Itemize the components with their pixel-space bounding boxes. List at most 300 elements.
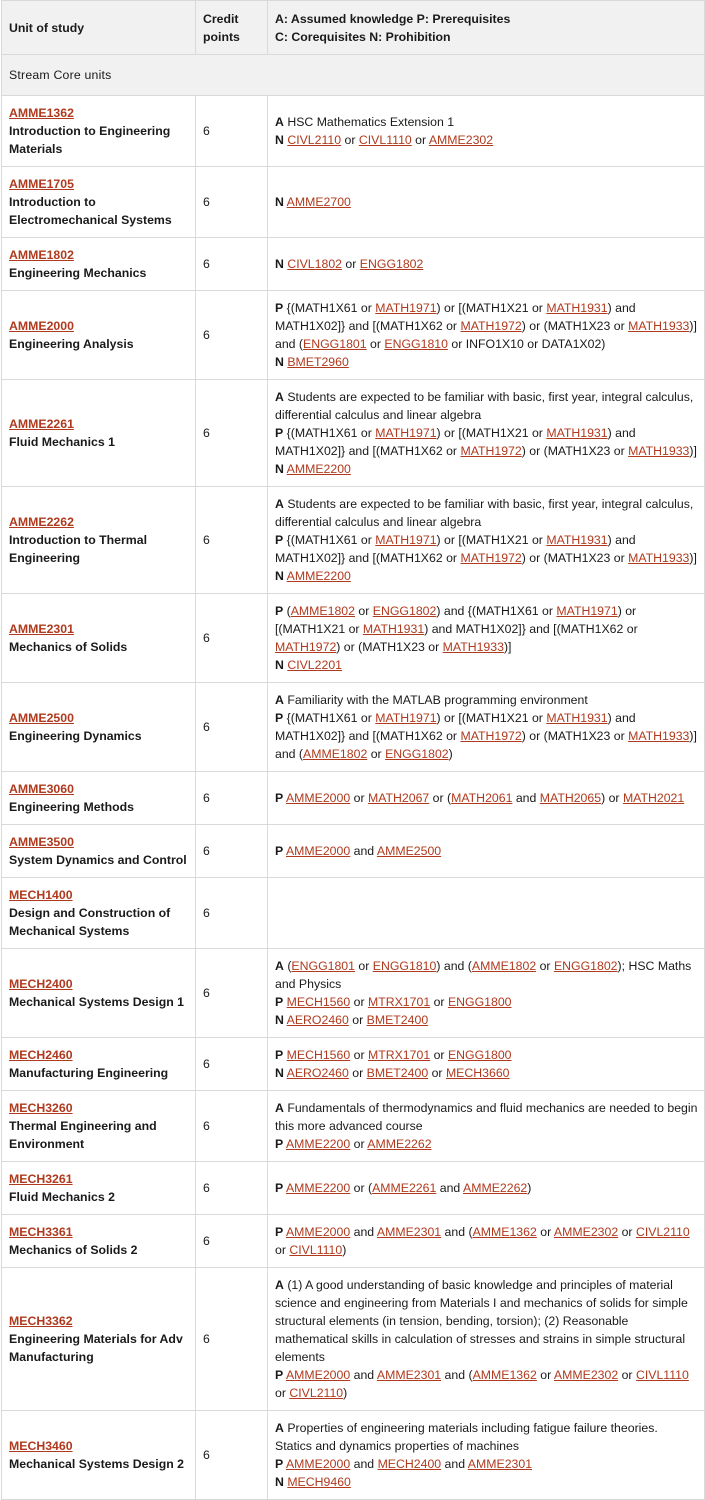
- requirement-line: [275, 353, 698, 371]
- unit-link[interactable]: AMME1802: [290, 604, 355, 618]
- unit-name: Mechanical Systems Design 2: [9, 1457, 184, 1471]
- unit-link[interactable]: AMME2200: [285, 1181, 351, 1195]
- requirement-key: A: [275, 115, 284, 129]
- requirement-key: P: [275, 995, 284, 1009]
- unit-name: Fluid Mechanics 2: [9, 1190, 115, 1204]
- unit-link[interactable]: AMME1362: [472, 1225, 537, 1239]
- requirement-text: or: [348, 1066, 367, 1080]
- unit-link[interactable]: AMME1362: [472, 1368, 537, 1382]
- requirement-line: [275, 1046, 698, 1064]
- requirement-text: and: [350, 1225, 377, 1239]
- unit-name: Thermal Engineering and Environment: [9, 1119, 157, 1151]
- unit-name: Introduction to Engineering Materials: [9, 124, 171, 156]
- unit-link[interactable]: CIVL1110: [358, 133, 412, 147]
- requirement-line: [275, 255, 698, 273]
- requirements-cell: [268, 1091, 705, 1162]
- unit-link[interactable]: MATH2021: [622, 791, 685, 805]
- requirement-text: Students are expected to be familiar with basic, first year, integral calculus, differential calculus and linear algebra: [275, 390, 694, 422]
- table-row: [2, 1215, 705, 1268]
- unit-cell: [2, 238, 196, 291]
- unit-cell: [2, 1268, 196, 1411]
- requirement-text: or: [350, 1048, 368, 1062]
- unit-link[interactable]: AMME2262: [367, 1137, 432, 1151]
- unit-link[interactable]: AMME2700: [286, 195, 351, 209]
- unit-link[interactable]: AMME1802: [471, 959, 537, 973]
- requirement-key: P: [275, 604, 284, 618]
- unit-link[interactable]: MATH1933: [628, 729, 690, 743]
- requirement-text: {(MATH1X61 or: [286, 426, 376, 440]
- header-credit: Credit points: [196, 1, 268, 55]
- unit-code-link[interactable]: AMME3060: [9, 782, 74, 796]
- requirement-line: [275, 424, 698, 460]
- requirement-text: and: [350, 1368, 377, 1382]
- requirements-cell: [268, 487, 705, 594]
- requirement-text: ) or [(MATH1X21 or: [436, 711, 547, 725]
- unit-link[interactable]: ENGG1802: [385, 747, 449, 761]
- requirement-text: and: [441, 1457, 468, 1471]
- unit-link[interactable]: AERO2460: [286, 1013, 349, 1027]
- unit-code-link[interactable]: MECH2400: [9, 977, 73, 991]
- unit-link[interactable]: CIVL2110: [289, 1386, 344, 1400]
- unit-link[interactable]: MATH1971: [556, 604, 618, 618]
- unit-link[interactable]: AMME2262: [463, 1181, 528, 1195]
- credit-points: 6: [196, 1411, 268, 1500]
- unit-name: Mechanical Systems Design 1: [9, 995, 184, 1009]
- unit-name: Design and Construction of Mechanical Systems: [9, 906, 171, 938]
- unit-link[interactable]: MATH1931: [546, 711, 608, 725]
- requirement-line: [275, 1366, 698, 1402]
- unit-link[interactable]: MATH1972: [460, 729, 522, 743]
- header-unit: Unit of study: [2, 1, 196, 55]
- unit-link[interactable]: MATH1931: [546, 426, 608, 440]
- requirement-text: or: [411, 133, 429, 147]
- credit-points: 6: [196, 380, 268, 487]
- requirement-key: P: [275, 791, 284, 805]
- unit-code-link[interactable]: MECH3460: [9, 1439, 73, 1453]
- requirements-cell: [268, 772, 705, 825]
- unit-code-link[interactable]: AMME1362: [9, 106, 74, 120]
- unit-link[interactable]: AMME2200: [286, 462, 351, 476]
- requirement-text: (1) A good understanding of basic knowledge and principles of material science and engineering from Materials I and mechanics of solids for simple structural elements (in tension, bending, torsion); (2) Reasonable mathematical skills in calculation of stresses and strains in simple structural elements: [275, 1278, 688, 1364]
- requirement-line: [275, 656, 698, 674]
- requirement-text: or: [348, 1013, 367, 1027]
- requirements-cell: [268, 825, 705, 878]
- credit-points: 6: [196, 949, 268, 1038]
- unit-link[interactable]: ENGG1802: [359, 257, 424, 271]
- unit-link[interactable]: ENGG1802: [553, 959, 618, 973]
- requirement-key: P: [275, 301, 284, 315]
- requirement-text: or: [618, 1368, 636, 1382]
- requirement-line: [275, 602, 698, 656]
- unit-link[interactable]: MATH1971: [375, 301, 437, 315]
- unit-code-link[interactable]: MECH3261: [9, 1172, 73, 1186]
- credit-points: 6: [196, 167, 268, 238]
- unit-link[interactable]: MATH2065: [539, 791, 602, 805]
- credit-points: 6: [196, 96, 268, 167]
- unit-link[interactable]: AMME1802: [303, 747, 368, 761]
- unit-code-link[interactable]: MECH3361: [9, 1225, 73, 1239]
- requirement-line: [275, 1419, 698, 1455]
- unit-code-link[interactable]: AMME1802: [9, 248, 74, 262]
- unit-link[interactable]: AERO2460: [286, 1066, 349, 1080]
- unit-link[interactable]: MTRX1701: [367, 995, 431, 1009]
- credit-points: 6: [196, 1215, 268, 1268]
- unit-link[interactable]: AMME2000: [285, 791, 351, 805]
- credit-points: 6: [196, 683, 268, 772]
- requirement-text: ) and MATH1X02]} and [(MATH1X62 or: [275, 533, 636, 565]
- requirement-line: [275, 789, 698, 807]
- requirement-text: or: [536, 1368, 554, 1382]
- table-header-row: [2, 1, 705, 55]
- unit-cell: [2, 1215, 196, 1268]
- unit-link[interactable]: MATH1933: [628, 551, 690, 565]
- unit-link[interactable]: ENGG1801: [291, 959, 355, 973]
- requirement-text: )] and (: [275, 319, 697, 351]
- requirement-key: A: [275, 1101, 284, 1115]
- requirement-line: [275, 1473, 698, 1491]
- requirement-line: [275, 131, 698, 149]
- requirement-text: or: [350, 995, 368, 1009]
- unit-code-link[interactable]: MECH1400: [9, 888, 73, 902]
- requirement-key: N: [275, 1013, 284, 1027]
- unit-link[interactable]: MATH1971: [375, 426, 437, 440]
- requirement-text: and (: [441, 1368, 473, 1382]
- unit-code-link[interactable]: MECH3362: [9, 1314, 73, 1328]
- unit-cell: [2, 949, 196, 1038]
- requirements-cell: [268, 1215, 705, 1268]
- unit-link[interactable]: CIVL2110: [287, 133, 342, 147]
- unit-link[interactable]: AMME2000: [285, 1368, 351, 1382]
- unit-link[interactable]: MECH3660: [445, 1066, 510, 1080]
- requirement-line: [275, 709, 698, 763]
- requirement-line: [275, 1011, 698, 1029]
- requirement-key: N: [275, 1475, 284, 1489]
- requirements-cell: [268, 96, 705, 167]
- unit-link[interactable]: MATH1933: [442, 640, 504, 654]
- requirement-text: ) or [(MATH1X21 or: [436, 301, 547, 315]
- requirement-text: Familiarity with the MATLAB programming environment: [287, 693, 588, 707]
- requirements-cell: [268, 594, 705, 683]
- requirement-text: ) and MATH1X02]} and [(MATH1X62 or: [275, 426, 636, 458]
- unit-code-link[interactable]: AMME2261: [9, 417, 74, 431]
- requirement-text: ): [342, 1243, 347, 1257]
- section-row: [2, 55, 705, 96]
- requirement-text: or: [428, 1066, 446, 1080]
- header-legend: [268, 1, 705, 55]
- requirement-key: P: [275, 1368, 284, 1382]
- table-row: [2, 683, 705, 772]
- requirement-line: [275, 531, 698, 567]
- unit-link[interactable]: AMME2302: [553, 1368, 619, 1382]
- requirement-text: {(MATH1X61 or: [286, 533, 376, 547]
- requirement-key: N: [275, 658, 284, 672]
- table-row: [2, 878, 705, 949]
- unit-link[interactable]: MECH1560: [286, 995, 351, 1009]
- requirement-line: [275, 1455, 698, 1473]
- unit-cell: [2, 1091, 196, 1162]
- unit-link[interactable]: AMME2200: [285, 1137, 351, 1151]
- requirement-key: N: [275, 569, 284, 583]
- requirement-text: ) or [(MATH1X21 or: [436, 533, 547, 547]
- requirement-text: )]: [689, 444, 697, 458]
- requirement-text: or: [366, 337, 385, 351]
- unit-code-link[interactable]: AMME2500: [9, 711, 74, 725]
- requirement-key: P: [275, 533, 284, 547]
- unit-link[interactable]: AMME2301: [376, 1225, 442, 1239]
- requirement-text: or: [367, 747, 386, 761]
- requirement-text: or: [342, 257, 360, 271]
- requirement-line: [275, 299, 698, 353]
- unit-cell: [2, 594, 196, 683]
- unit-link[interactable]: ENGG1801: [303, 337, 367, 351]
- requirements-cell: [268, 1268, 705, 1411]
- unit-code-link[interactable]: AMME2262: [9, 515, 74, 529]
- unit-name: Introduction to Thermal Engineering: [9, 533, 147, 565]
- requirement-text: or: [355, 959, 373, 973]
- unit-name: Manufacturing Engineering: [9, 1066, 169, 1080]
- requirement-line: [275, 1223, 698, 1259]
- requirement-text: Fundamentals of thermodynamics and fluid mechanics are needed to begin this more advanced course: [275, 1101, 698, 1133]
- unit-link[interactable]: MATH1971: [375, 711, 437, 725]
- unit-link[interactable]: MTRX1701: [367, 1048, 431, 1062]
- unit-link[interactable]: AMME2261: [372, 1181, 437, 1195]
- credit-points: 6: [196, 878, 268, 949]
- table-row: [2, 380, 705, 487]
- requirement-key: N: [275, 257, 284, 271]
- requirement-text: (: [287, 959, 292, 973]
- unit-link[interactable]: MATH1972: [275, 640, 337, 654]
- unit-cell: [2, 772, 196, 825]
- unit-code-link[interactable]: MECH3260: [9, 1101, 73, 1115]
- unit-link[interactable]: MATH1972: [460, 319, 522, 333]
- requirement-key: P: [275, 1137, 284, 1151]
- requirements-cell: [268, 291, 705, 380]
- requirements-cell: [268, 949, 705, 1038]
- requirement-text: {(MATH1X61 or: [286, 301, 376, 315]
- requirement-line: [275, 1179, 698, 1197]
- unit-link[interactable]: MECH2400: [377, 1457, 442, 1471]
- requirement-text: or: [354, 604, 373, 618]
- requirement-key: N: [275, 1066, 284, 1080]
- requirement-text: ) and {(MATH1X61 or: [436, 604, 557, 618]
- table-row: [2, 291, 705, 380]
- table-row: [2, 825, 705, 878]
- requirement-line: [275, 842, 698, 860]
- requirement-text: or: [618, 1225, 636, 1239]
- unit-link[interactable]: ENGG1802: [372, 604, 437, 618]
- unit-link[interactable]: CIVL1110: [635, 1368, 689, 1382]
- unit-code-link[interactable]: MECH2460: [9, 1048, 73, 1062]
- requirements-cell: [268, 1411, 705, 1500]
- requirement-text: ) or (MATH1X23 or: [521, 551, 629, 565]
- requirement-text: ); HSC Maths and Physics: [275, 959, 692, 991]
- table-row: [2, 1411, 705, 1500]
- requirement-text: (: [286, 604, 291, 618]
- unit-cell: [2, 1162, 196, 1215]
- requirement-key: P: [275, 1457, 284, 1471]
- table-row: [2, 594, 705, 683]
- requirement-key: A: [275, 959, 284, 973]
- unit-cell: [2, 487, 196, 594]
- credit-points: 6: [196, 1268, 268, 1411]
- unit-link[interactable]: BMET2400: [366, 1013, 429, 1027]
- unit-link[interactable]: CIVL2110: [635, 1225, 690, 1239]
- requirement-line: [275, 1135, 698, 1153]
- unit-cell: [2, 1411, 196, 1500]
- unit-name: System Dynamics and Control: [9, 853, 187, 867]
- requirement-text: Students are expected to be familiar with basic, first year, integral calculus, differential calculus and linear algebra: [275, 497, 694, 529]
- credit-points: 6: [196, 594, 268, 683]
- table-row: [2, 1268, 705, 1411]
- unit-link[interactable]: CIVL2201: [287, 658, 343, 672]
- units-table: [1, 0, 705, 1500]
- requirement-line: [275, 1064, 698, 1082]
- table-row: [2, 96, 705, 167]
- requirement-line: [275, 495, 698, 531]
- unit-link[interactable]: AMME2000: [285, 1457, 351, 1471]
- unit-link[interactable]: MATH1931: [362, 622, 425, 636]
- requirement-text: ) or [(MATH1X21 or: [275, 604, 637, 636]
- requirement-text: ) or (MATH1X23 or: [521, 319, 629, 333]
- unit-link[interactable]: MATH1933: [628, 444, 690, 458]
- unit-link[interactable]: MATH1972: [460, 551, 522, 565]
- requirement-text: ) and MATH1X02]} and [(MATH1X62 or: [275, 711, 636, 743]
- unit-cell: [2, 291, 196, 380]
- unit-name: Engineering Dynamics: [9, 729, 142, 743]
- requirement-text: ) or (MATH1X23 or: [521, 729, 629, 743]
- unit-name: Fluid Mechanics 1: [9, 435, 115, 449]
- unit-link[interactable]: AMME2000: [285, 1225, 351, 1239]
- requirement-text: or: [350, 1137, 368, 1151]
- table-row: [2, 238, 705, 291]
- requirement-key: P: [275, 426, 284, 440]
- requirements-cell: [268, 1038, 705, 1091]
- requirement-key: P: [275, 1048, 284, 1062]
- unit-code-link[interactable]: AMME2301: [9, 622, 74, 636]
- requirement-line: [275, 691, 698, 709]
- requirements-cell: [268, 683, 705, 772]
- requirement-key: A: [275, 497, 284, 511]
- unit-cell: [2, 683, 196, 772]
- unit-name: Mechanics of Solids: [9, 640, 128, 654]
- credit-points: 6: [196, 772, 268, 825]
- unit-link[interactable]: MATH2067: [367, 791, 430, 805]
- credit-points: 6: [196, 1091, 268, 1162]
- unit-link[interactable]: CIVL1110: [289, 1243, 343, 1257]
- section-title: Stream Core units: [2, 55, 705, 96]
- requirement-text: ) or: [601, 791, 623, 805]
- requirement-line: [275, 460, 698, 478]
- requirement-key: A: [275, 1278, 284, 1292]
- legend-line-1: A: Assumed knowledge P: Prerequisites: [275, 11, 511, 26]
- requirement-key: A: [275, 390, 284, 404]
- table-row: [2, 1162, 705, 1215]
- unit-link[interactable]: ENGG1810: [372, 959, 437, 973]
- requirement-line: [275, 993, 698, 1011]
- requirement-text: )]: [689, 551, 697, 565]
- unit-link[interactable]: BMET2400: [366, 1066, 429, 1080]
- requirement-text: ) and MATH1X02]} and [(MATH1X62 or: [424, 622, 638, 636]
- unit-link[interactable]: ENGG1800: [447, 995, 512, 1009]
- table-row: [2, 1091, 705, 1162]
- unit-link[interactable]: MECH9460: [287, 1475, 351, 1489]
- credit-points: 6: [196, 238, 268, 291]
- unit-cell: [2, 1038, 196, 1091]
- requirement-text: )]: [503, 640, 512, 654]
- unit-cell: [2, 96, 196, 167]
- credit-points: 6: [196, 487, 268, 594]
- requirements-cell: [268, 878, 705, 949]
- requirement-text: and: [512, 791, 540, 805]
- table-row: [2, 772, 705, 825]
- table-row: [2, 1038, 705, 1091]
- unit-link[interactable]: AMME2301: [376, 1368, 442, 1382]
- unit-link[interactable]: AMME2200: [286, 569, 351, 583]
- unit-code-link[interactable]: AMME3500: [9, 835, 74, 849]
- unit-link[interactable]: AMME2000: [285, 844, 351, 858]
- unit-link[interactable]: MATH1931: [546, 301, 608, 315]
- requirement-text: HSC Mathematics Extension 1: [287, 115, 455, 129]
- unit-link[interactable]: ENGG1810: [384, 337, 448, 351]
- requirement-text: or: [430, 1048, 448, 1062]
- requirement-line: [275, 567, 698, 585]
- requirement-key: P: [275, 1225, 284, 1239]
- credit-points: 6: [196, 1038, 268, 1091]
- unit-link[interactable]: MECH1560: [286, 1048, 351, 1062]
- requirement-text: and: [350, 844, 377, 858]
- requirement-text: )] and (: [275, 729, 697, 761]
- unit-link[interactable]: MATH2061: [451, 791, 513, 805]
- unit-link[interactable]: BMET2960: [287, 355, 349, 369]
- unit-link[interactable]: MATH1933: [628, 319, 690, 333]
- credit-points: 6: [196, 291, 268, 380]
- requirement-key: A: [275, 1421, 284, 1435]
- unit-link[interactable]: MATH1971: [375, 533, 437, 547]
- requirement-line: [275, 113, 698, 131]
- requirement-key: P: [275, 1181, 284, 1195]
- requirements-cell: [268, 238, 705, 291]
- unit-link[interactable]: AMME2301: [467, 1457, 533, 1471]
- unit-link[interactable]: ENGG1800: [447, 1048, 512, 1062]
- requirement-text: and: [436, 1181, 463, 1195]
- requirement-text: or (: [350, 1181, 373, 1195]
- table-row: [2, 167, 705, 238]
- requirements-cell: [268, 1162, 705, 1215]
- unit-cell: [2, 878, 196, 949]
- requirement-key: N: [275, 133, 284, 147]
- unit-link[interactable]: CIVL1802: [287, 257, 343, 271]
- requirement-key: N: [275, 355, 284, 369]
- unit-link[interactable]: MATH1972: [460, 444, 522, 458]
- requirement-text: ) or (MATH1X23 or: [521, 444, 629, 458]
- requirements-cell: [268, 167, 705, 238]
- requirement-text: ): [527, 1181, 532, 1195]
- unit-code-link[interactable]: AMME1705: [9, 177, 74, 191]
- unit-link[interactable]: MATH1931: [546, 533, 608, 547]
- requirement-text: or: [275, 1386, 290, 1400]
- requirement-text: or: [536, 1225, 554, 1239]
- requirement-text: or (: [429, 791, 452, 805]
- requirement-line: [275, 1276, 698, 1366]
- requirement-text: {(MATH1X61 or: [286, 711, 376, 725]
- unit-code-link[interactable]: AMME2000: [9, 319, 74, 333]
- requirement-text: ) and (: [436, 959, 472, 973]
- requirement-line: [275, 193, 698, 211]
- unit-link[interactable]: AMME2302: [553, 1225, 619, 1239]
- requirement-key: N: [275, 195, 284, 209]
- unit-link[interactable]: AMME2302: [428, 133, 494, 147]
- unit-link[interactable]: AMME2500: [376, 844, 442, 858]
